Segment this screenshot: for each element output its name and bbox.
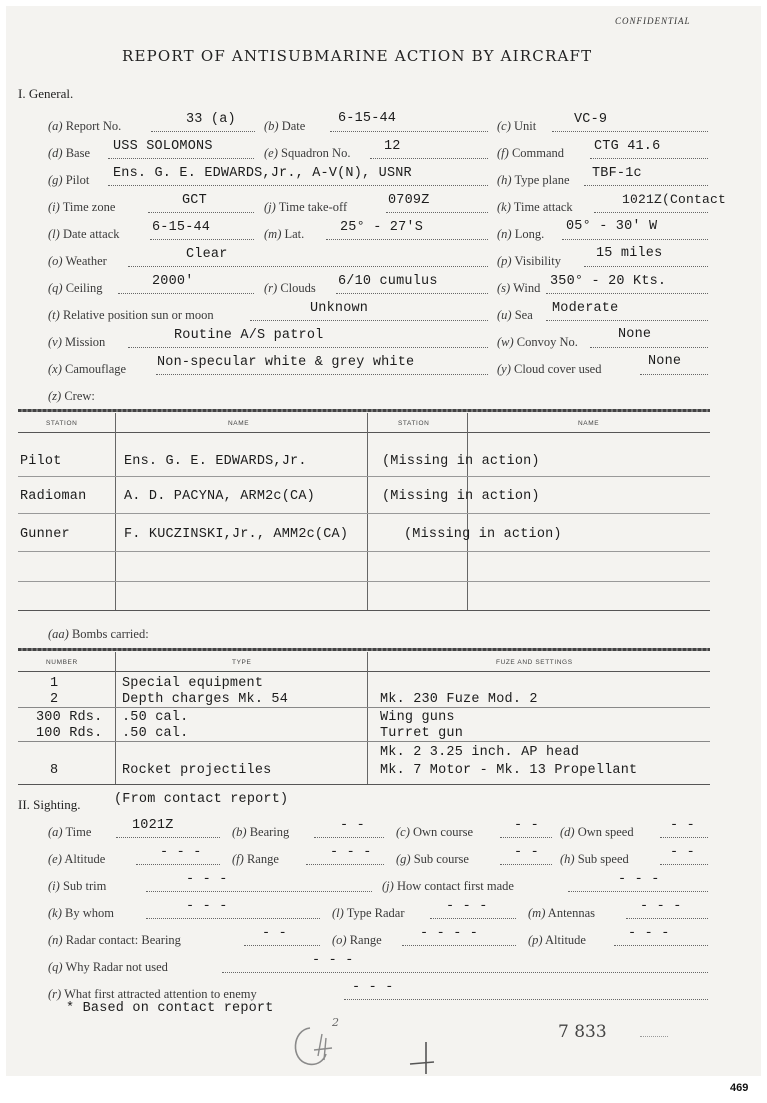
time-zone-label: (i) Time zone <box>48 200 116 214</box>
type-plane-label: (h) Type plane <box>497 173 570 187</box>
general-heading: I. General. <box>18 86 74 101</box>
sight-sub-course-label: (g) Sub course <box>396 852 469 866</box>
sighting-heading: II. Sighting. <box>18 797 81 812</box>
type-plane-value: TBF-1c <box>592 166 642 181</box>
date-attack-label: (l) Date attack <box>48 227 120 241</box>
sight-radar-range-label: (o) Range <box>332 933 382 947</box>
bomb-row-2-type: Depth charges Mk. 54 <box>122 692 289 707</box>
sun-moon-label: (t) Relative position sun or moon <box>48 308 214 322</box>
page-title: REPORT OF ANTISUBMARINE ACTION BY AIRCRAFT <box>122 47 593 65</box>
sight-type-radar-value: - - - <box>446 899 488 914</box>
sight-how-contact-label: (j) How contact first made <box>382 879 514 893</box>
visibility-value: 15 miles <box>596 246 663 261</box>
lat-label: (m) Lat. <box>264 227 305 241</box>
bomb-row-3-fuze: Wing guns <box>380 710 455 725</box>
crew-row-1-name: Ens. G. E. EDWARDS,Jr. <box>124 454 307 469</box>
ceiling-value: 2000' <box>152 274 194 289</box>
sight-radar-bearing-value: - - <box>262 926 287 941</box>
sight-antennas-label: (m) Antennas <box>528 906 596 920</box>
sight-own-speed-value: - - <box>670 818 695 833</box>
sight-own-course-value: - - <box>514 818 539 833</box>
weather-value: Clear <box>186 247 228 262</box>
unit-label: (c) Unit <box>497 119 537 133</box>
bomb-row-5-number: 8 <box>50 763 59 778</box>
visibility-label: (p) Visibility <box>497 254 561 268</box>
crew-row-2-name: A. D. PACYNA, ARM2c(CA) <box>124 489 315 504</box>
lat-value: 25° - 27'S <box>340 220 424 235</box>
clouds-value: 6/10 cumulus <box>338 274 438 289</box>
time-takeoff-value: 0709Z <box>388 193 430 208</box>
sight-first-attracted-value: - - - <box>352 980 394 995</box>
date-label: (b) Date <box>264 119 306 133</box>
weather-label: (o) Weather <box>48 254 107 268</box>
date-attack-value: 6-15-44 <box>152 220 211 235</box>
bomb-row-5-type: Rocket projectiles <box>122 763 272 778</box>
crew-row-1-status: (Missing in action) <box>382 454 540 469</box>
crew-label: (z) Crew: <box>48 389 95 403</box>
bombs-label: (aa) Bombs carried: <box>48 627 149 641</box>
time-attack-value: 1021Z(Contact <box>622 192 727 207</box>
pilot-value: Ens. G. E. EDWARDS,Jr., A-V(N), USNR <box>113 166 412 181</box>
time-attack-label: (k) Time attack <box>497 200 573 214</box>
crew-row-2-station: Radioman <box>20 489 87 504</box>
command-label: (f) Command <box>497 146 565 160</box>
sea-value: Moderate <box>552 301 619 316</box>
cloud-cover-label: (y) Cloud cover used <box>497 362 602 376</box>
bombs-header-type: TYPE <box>232 659 252 666</box>
bomb-row-3-type: .50 cal. <box>122 710 189 725</box>
bomb-row-5-fuze-2: Mk. 7 Motor - Mk. 13 Propellant <box>380 763 638 778</box>
time-zone-value: GCT <box>182 193 207 208</box>
sight-altitude-value: - - - <box>160 845 202 860</box>
cloud-cover-value: None <box>648 354 682 369</box>
sight-radar-range-value: - - - - <box>420 926 479 941</box>
bomb-row-2-number: 2 <box>50 692 59 707</box>
base-label: (d) Base <box>48 146 91 160</box>
crew-header-name-2: NAME <box>578 420 600 427</box>
crew-row-3-name: F. KUCZINSKI,Jr., AMM2c(CA) <box>124 527 349 542</box>
sea-label: (u) Sea <box>497 308 533 322</box>
sight-sub-trim-label: (i) Sub trim <box>48 879 107 893</box>
sun-moon-value: Unknown <box>310 301 369 316</box>
sight-why-radar-value: - - - <box>312 953 354 968</box>
sight-bearing-label: (b) Bearing <box>232 825 290 839</box>
sighting-note: (From contact report) <box>114 792 289 807</box>
pilot-label: (g) Pilot <box>48 173 90 187</box>
sight-own-speed-label: (d) Own speed <box>560 825 634 839</box>
command-value: CTG 41.6 <box>594 139 661 154</box>
crew-row-3-station: Gunner <box>20 527 70 542</box>
bomb-row-5-fuze: Mk. 2 3.25 inch. AP head <box>380 745 580 760</box>
date-value: 6-15-44 <box>338 111 397 126</box>
wind-value: 350° - 20 Kts. <box>550 274 667 289</box>
camouflage-label: (x) Camouflage <box>48 362 127 376</box>
camouflage-value: Non-specular white & grey white <box>157 355 415 370</box>
long-value: 05° - 30' W <box>566 219 658 234</box>
handwritten-superscript: 2 <box>332 1016 339 1029</box>
report-no-value: 33 (a) <box>186 112 236 127</box>
squadron-value: 12 <box>384 139 401 154</box>
sight-by-whom-label: (k) By whom <box>48 906 114 920</box>
convoy-value: None <box>618 327 652 342</box>
sight-first-attracted-label: (r) What first attracted attention to enemy <box>48 987 257 1001</box>
sight-range-value: - - - <box>330 845 372 860</box>
sight-range-label: (f) Range <box>232 852 279 866</box>
long-label: (n) Long. <box>497 227 545 241</box>
crew-header-name-1: NAME <box>228 420 250 427</box>
convoy-label: (w) Convoy No. <box>497 335 578 349</box>
squadron-label: (e) Squadron No. <box>264 146 351 160</box>
bombs-header-number: NUMBER <box>46 659 78 666</box>
sight-type-radar-label: (l) Type Radar <box>332 906 405 920</box>
bomb-row-4-number: 100 Rds. <box>36 726 103 741</box>
wind-label: (s) Wind <box>497 281 541 295</box>
sighting-footnote: * Based on contact report <box>66 1001 274 1016</box>
bomb-row-4-type: .50 cal. <box>122 726 189 741</box>
sight-radar-altitude-label: (p) Altitude <box>528 933 586 947</box>
page-number: 469 <box>730 1082 749 1094</box>
crew-table-top-rule <box>18 409 710 412</box>
sight-sub-course-value: - - <box>514 845 539 860</box>
crew-row-1-station: Pilot <box>20 454 62 469</box>
sight-time-value: 1021Z <box>132 818 174 833</box>
sight-altitude-label: (e) Altitude <box>48 852 106 866</box>
handwritten-stamp: 7 833 <box>558 1022 607 1042</box>
sight-how-contact-value: - - - <box>618 872 660 887</box>
crew-header-station-2: STATION <box>398 420 430 427</box>
mission-label: (v) Mission <box>48 335 106 349</box>
report-no-label: (a) Report No. <box>48 119 122 133</box>
sight-why-radar-label: (q) Why Radar not used <box>48 960 168 974</box>
crew-row-2-status: (Missing in action) <box>382 489 540 504</box>
sight-own-course-label: (c) Own course <box>396 825 474 839</box>
bombs-table-top-rule <box>18 648 710 651</box>
sight-bearing-value: - - <box>340 818 365 833</box>
time-takeoff-label: (j) Time take-off <box>264 200 348 214</box>
faint-mark <box>640 1036 668 1037</box>
crew-header-station-1: STATION <box>46 420 78 427</box>
sight-radar-bearing-label: (n) Radar contact: Bearing <box>48 933 181 947</box>
unit-value: VC-9 <box>574 112 608 127</box>
bomb-row-1-number: 1 <box>50 676 59 691</box>
base-value: USS SOLOMONS <box>113 139 213 154</box>
ceiling-label: (q) Ceiling <box>48 281 103 295</box>
sight-by-whom-value: - - - <box>186 899 228 914</box>
confidential-stamp: CONFIDENTIAL <box>615 16 691 26</box>
bombs-header-fuze: FUZE AND SETTINGS <box>496 659 573 666</box>
sight-sub-speed-label: (h) Sub speed <box>560 852 629 866</box>
crew-row-3-status: (Missing in action) <box>404 527 562 542</box>
sight-antennas-value: - - - <box>640 899 682 914</box>
handwritten-mark <box>404 1040 440 1081</box>
bomb-row-2-fuze: Mk. 230 Fuze Mod. 2 <box>380 692 538 707</box>
clouds-label: (r) Clouds <box>264 281 316 295</box>
bomb-row-4-fuze: Turret gun <box>380 726 464 741</box>
sight-sub-speed-value: - - <box>670 845 695 860</box>
sight-time-label: (a) Time <box>48 825 92 839</box>
sight-radar-altitude-value: - - - <box>628 926 670 941</box>
bomb-row-3-number: 300 Rds. <box>36 710 103 725</box>
sight-sub-trim-value: - - - <box>186 872 228 887</box>
bomb-row-1-type: Special equipment <box>122 676 264 691</box>
mission-value: Routine A/S patrol <box>174 328 324 343</box>
